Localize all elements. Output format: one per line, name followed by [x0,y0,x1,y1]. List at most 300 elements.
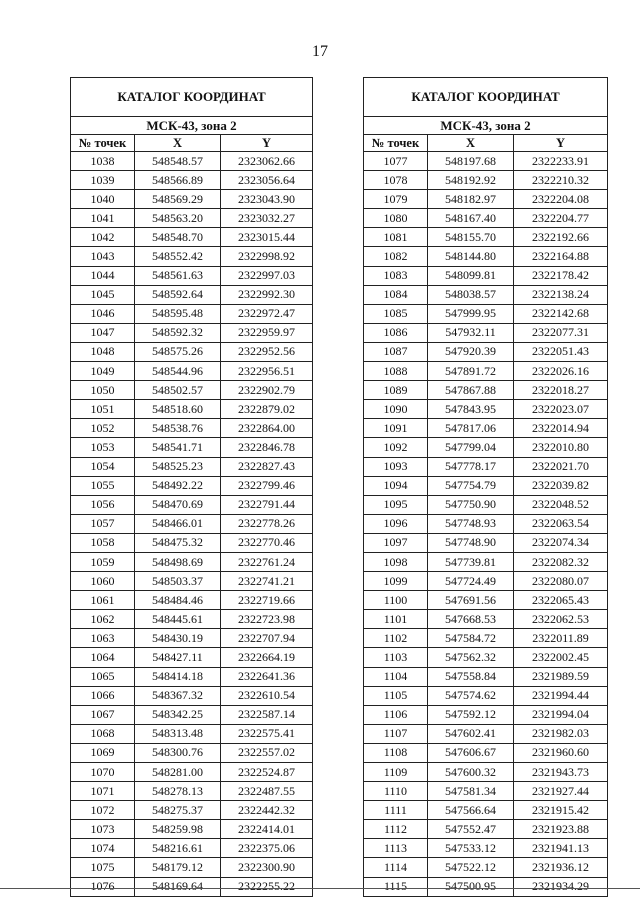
point-number-cell: 1110 [364,782,428,801]
point-number-cell: 1083 [364,266,428,285]
y-coordinate-cell: 2322039.82 [514,476,608,495]
y-coordinate-cell: 2322051.43 [514,342,608,361]
table-row [364,323,608,342]
x-coordinate-cell: 548167.40 [428,209,514,228]
point-number-cell: 1113 [364,839,428,858]
table-row [364,724,608,743]
y-coordinate-cell: 2322992.30 [221,285,313,304]
x-coordinate-cell: 547600.32 [428,763,514,782]
point-number-cell: 1063 [71,629,135,648]
table-row [71,648,313,667]
x-coordinate-cell: 547533.12 [428,839,514,858]
x-coordinate-cell: 548538.76 [135,419,221,438]
x-coordinate-cell: 548563.20 [135,209,221,228]
x-coordinate-cell: 548278.13 [135,782,221,801]
x-coordinate-cell: 547920.39 [428,342,514,361]
x-coordinate-cell: 548548.57 [135,152,221,171]
zone-label: МСК-43, зона 2 [71,117,313,135]
table-row [364,209,608,228]
y-coordinate-cell: 2322204.77 [514,209,608,228]
point-number-cell: 1090 [364,400,428,419]
table-row [71,839,313,858]
y-coordinate-cell: 2322048.52 [514,495,608,514]
y-coordinate-cell: 2322487.55 [221,782,313,801]
y-coordinate-cell: 2322077.31 [514,323,608,342]
x-coordinate-cell: 548300.76 [135,743,221,762]
y-coordinate-cell: 2322879.02 [221,400,313,419]
point-number-cell: 1089 [364,381,428,400]
point-number-cell: 1054 [71,457,135,476]
x-coordinate-cell: 548038.57 [428,285,514,304]
table-row [364,228,608,247]
y-coordinate-cell: 2321994.04 [514,705,608,724]
x-coordinate-cell: 548569.29 [135,190,221,209]
y-coordinate-cell: 2322080.07 [514,572,608,591]
table-row [71,705,313,724]
point-number-cell: 1093 [364,457,428,476]
point-number-cell: 1084 [364,285,428,304]
x-coordinate-cell: 547748.93 [428,514,514,533]
table-row [71,667,313,686]
x-coordinate-cell: 548275.37 [135,801,221,820]
point-number-cell: 1103 [364,648,428,667]
y-coordinate-cell: 2322018.27 [514,381,608,400]
point-number-cell: 1052 [71,419,135,438]
y-coordinate-cell: 2322719.66 [221,591,313,610]
point-number-cell: 1041 [71,209,135,228]
y-coordinate-cell: 2322741.21 [221,572,313,591]
y-coordinate-cell: 2322575.41 [221,724,313,743]
table-row [364,285,608,304]
table-row [71,801,313,820]
point-number-cell: 1060 [71,572,135,591]
x-coordinate-cell: 548099.81 [428,266,514,285]
x-coordinate-cell: 548502.57 [135,381,221,400]
point-number-cell: 1069 [71,743,135,762]
x-coordinate-cell: 547867.88 [428,381,514,400]
y-coordinate-cell: 2323043.90 [221,190,313,209]
y-coordinate-cell: 2322204.08 [514,190,608,209]
table-row [364,438,608,457]
x-coordinate-cell: 547891.72 [428,362,514,381]
y-coordinate-cell: 2322233.91 [514,152,608,171]
y-coordinate-cell: 2322210.32 [514,171,608,190]
point-number-cell: 1111 [364,801,428,820]
y-coordinate-cell: 2322799.46 [221,476,313,495]
point-number-cell: 1040 [71,190,135,209]
x-coordinate-cell: 548561.63 [135,266,221,285]
table-row [364,858,608,877]
point-number-cell: 1042 [71,228,135,247]
x-coordinate-cell: 547592.12 [428,705,514,724]
point-number-cell: 1074 [71,839,135,858]
table-row [364,171,608,190]
table-row [71,209,313,228]
point-number-cell: 1091 [364,419,428,438]
x-coordinate-cell: 547581.34 [428,782,514,801]
x-coordinate-cell: 548470.69 [135,495,221,514]
y-coordinate-cell: 2322997.03 [221,266,313,285]
y-coordinate-cell: 2322707.94 [221,629,313,648]
y-coordinate-cell: 2322011.89 [514,629,608,648]
x-coordinate-cell: 547750.90 [428,495,514,514]
point-number-cell: 1092 [364,438,428,457]
y-coordinate-cell: 2322065.43 [514,591,608,610]
y-coordinate-cell: 2322902.79 [221,381,313,400]
table-row [364,381,608,400]
table-row [71,342,313,361]
point-number-cell: 1079 [364,190,428,209]
y-coordinate-cell: 2321934.29 [514,877,608,896]
x-coordinate-cell: 548503.37 [135,572,221,591]
y-coordinate-cell: 2321960.60 [514,743,608,762]
x-coordinate-cell: 547754.79 [428,476,514,495]
point-number-cell: 1048 [71,342,135,361]
table-row [71,610,313,629]
point-number-cell: 1077 [364,152,428,171]
y-coordinate-cell: 2322082.32 [514,552,608,571]
point-number-cell: 1115 [364,877,428,896]
y-coordinate-cell: 2322192.66 [514,228,608,247]
table-row [71,438,313,457]
column-header-x: X [135,135,221,152]
y-coordinate-cell: 2322959.97 [221,323,313,342]
table-row [71,266,313,285]
table-row [364,514,608,533]
x-coordinate-cell: 547552.47 [428,820,514,839]
table-row [71,457,313,476]
point-number-cell: 1051 [71,400,135,419]
y-coordinate-cell: 2322021.70 [514,457,608,476]
x-coordinate-cell: 548430.19 [135,629,221,648]
table-row [71,629,313,648]
table-row [364,362,608,381]
point-number-cell: 1067 [71,705,135,724]
point-number-cell: 1068 [71,724,135,743]
table-row [364,572,608,591]
table-row [364,190,608,209]
table-row [364,152,608,171]
coordinate-catalog-right [363,77,608,897]
table-row [364,533,608,552]
y-coordinate-cell: 2322255.22 [221,877,313,896]
point-number-cell: 1066 [71,686,135,705]
x-coordinate-cell: 548548.70 [135,228,221,247]
point-number-cell: 1102 [364,629,428,648]
table-row [364,782,608,801]
x-coordinate-cell: 548367.32 [135,686,221,705]
table-row [71,247,313,266]
y-coordinate-cell: 2321989.59 [514,667,608,686]
x-coordinate-cell: 548498.69 [135,552,221,571]
column-header-point: № точек [71,135,135,152]
y-coordinate-cell: 2321923.88 [514,820,608,839]
x-coordinate-cell: 547606.67 [428,743,514,762]
table-row [364,667,608,686]
point-number-cell: 1038 [71,152,135,171]
x-coordinate-cell: 548575.26 [135,342,221,361]
table-row [71,190,313,209]
point-number-cell: 1076 [71,877,135,896]
point-number-cell: 1039 [71,171,135,190]
x-coordinate-cell: 547522.12 [428,858,514,877]
x-coordinate-cell: 547748.90 [428,533,514,552]
x-coordinate-cell: 548595.48 [135,304,221,323]
x-coordinate-cell: 548427.11 [135,648,221,667]
point-number-cell: 1087 [364,342,428,361]
point-number-cell: 1072 [71,801,135,820]
x-coordinate-cell: 548475.32 [135,533,221,552]
table-row [364,877,608,896]
y-coordinate-cell: 2322864.00 [221,419,313,438]
table-row [71,877,313,896]
point-number-cell: 1085 [364,304,428,323]
point-number-cell: 1046 [71,304,135,323]
table-row [71,591,313,610]
point-number-cell: 1062 [71,610,135,629]
y-coordinate-cell: 2323062.66 [221,152,313,171]
point-number-cell: 1064 [71,648,135,667]
y-coordinate-cell: 2322952.56 [221,342,313,361]
x-coordinate-cell: 547932.11 [428,323,514,342]
y-coordinate-cell: 2322002.45 [514,648,608,667]
table-row [364,763,608,782]
x-coordinate-cell: 548342.25 [135,705,221,724]
point-number-cell: 1071 [71,782,135,801]
x-coordinate-cell: 547562.32 [428,648,514,667]
point-number-cell: 1106 [364,705,428,724]
x-coordinate-cell: 547574.62 [428,686,514,705]
y-coordinate-cell: 2323056.64 [221,171,313,190]
table-row [364,820,608,839]
x-coordinate-cell: 548216.61 [135,839,221,858]
table-row [71,304,313,323]
y-coordinate-cell: 2322023.07 [514,400,608,419]
point-number-cell: 1094 [364,476,428,495]
y-coordinate-cell: 2322956.51 [221,362,313,381]
y-coordinate-cell: 2322827.43 [221,457,313,476]
table-row [71,400,313,419]
x-coordinate-cell: 548182.97 [428,190,514,209]
x-coordinate-cell: 547778.17 [428,457,514,476]
y-coordinate-cell: 2322610.54 [221,686,313,705]
point-number-cell: 1058 [71,533,135,552]
y-coordinate-cell: 2322414.01 [221,820,313,839]
point-number-cell: 1096 [364,514,428,533]
x-coordinate-cell: 547668.53 [428,610,514,629]
coordinate-catalog-left [70,77,313,897]
y-coordinate-cell: 2322778.26 [221,514,313,533]
y-coordinate-cell: 2322014.94 [514,419,608,438]
point-number-cell: 1059 [71,552,135,571]
x-coordinate-cell: 548313.48 [135,724,221,743]
x-coordinate-cell: 548169.64 [135,877,221,896]
point-number-cell: 1086 [364,323,428,342]
y-coordinate-cell: 2321927.44 [514,782,608,801]
point-number-cell: 1075 [71,858,135,877]
x-coordinate-cell: 548544.96 [135,362,221,381]
table-row [71,362,313,381]
point-number-cell: 1047 [71,323,135,342]
table-row [364,552,608,571]
table-row [364,591,608,610]
page-number: 17 [312,43,328,60]
y-coordinate-cell: 2322770.46 [221,533,313,552]
point-number-cell: 1070 [71,763,135,782]
x-coordinate-cell: 547739.81 [428,552,514,571]
y-coordinate-cell: 2322062.53 [514,610,608,629]
x-coordinate-cell: 548179.12 [135,858,221,877]
point-number-cell: 1043 [71,247,135,266]
y-coordinate-cell: 2322442.32 [221,801,313,820]
y-coordinate-cell: 2321943.73 [514,763,608,782]
y-coordinate-cell: 2322557.02 [221,743,313,762]
y-coordinate-cell: 2321941.13 [514,839,608,858]
catalog-title: КАТАЛОГ КООРДИНАТ [364,78,608,117]
point-number-cell: 1045 [71,285,135,304]
x-coordinate-cell: 548192.92 [428,171,514,190]
x-coordinate-cell: 547566.64 [428,801,514,820]
point-number-cell: 1098 [364,552,428,571]
table-row [364,648,608,667]
y-coordinate-cell: 2322587.14 [221,705,313,724]
column-header-point: № точек [364,135,428,152]
x-coordinate-cell: 548484.46 [135,591,221,610]
point-number-cell: 1095 [364,495,428,514]
y-coordinate-cell: 2322074.34 [514,533,608,552]
table-row [71,285,313,304]
y-coordinate-cell: 2322375.06 [221,839,313,858]
table-row [364,705,608,724]
x-coordinate-cell: 548566.89 [135,171,221,190]
y-coordinate-cell: 2322641.36 [221,667,313,686]
y-coordinate-cell: 2322063.54 [514,514,608,533]
point-number-cell: 1108 [364,743,428,762]
table-row [364,419,608,438]
x-coordinate-cell: 548518.60 [135,400,221,419]
point-number-cell: 1100 [364,591,428,610]
page-bottom-rule [0,888,640,889]
point-number-cell: 1088 [364,362,428,381]
y-coordinate-cell: 2322524.87 [221,763,313,782]
point-number-cell: 1109 [364,763,428,782]
table-row [71,514,313,533]
y-coordinate-cell: 2321982.03 [514,724,608,743]
x-coordinate-cell: 547691.56 [428,591,514,610]
y-coordinate-cell: 2322791.44 [221,495,313,514]
table-row [71,552,313,571]
point-number-cell: 1101 [364,610,428,629]
y-coordinate-cell: 2322010.80 [514,438,608,457]
y-coordinate-cell: 2322138.24 [514,285,608,304]
table-row [71,858,313,877]
x-coordinate-cell: 548466.01 [135,514,221,533]
table-row [71,533,313,552]
x-coordinate-cell: 547999.95 [428,304,514,323]
table-row [364,495,608,514]
point-number-cell: 1065 [71,667,135,686]
point-number-cell: 1105 [364,686,428,705]
point-number-cell: 1081 [364,228,428,247]
y-coordinate-cell: 2322164.88 [514,247,608,266]
y-coordinate-cell: 2321994.44 [514,686,608,705]
table-row [71,323,313,342]
x-coordinate-cell: 548552.42 [135,247,221,266]
table-row [364,476,608,495]
point-number-cell: 1049 [71,362,135,381]
x-coordinate-cell: 547602.41 [428,724,514,743]
y-coordinate-cell: 2322142.68 [514,304,608,323]
point-number-cell: 1080 [364,209,428,228]
point-number-cell: 1044 [71,266,135,285]
point-number-cell: 1053 [71,438,135,457]
zone-label: МСК-43, зона 2 [364,117,608,135]
table-row [71,495,313,514]
x-coordinate-cell: 548541.71 [135,438,221,457]
point-number-cell: 1104 [364,667,428,686]
x-coordinate-cell: 547584.72 [428,629,514,648]
table-row [71,381,313,400]
x-coordinate-cell: 547724.49 [428,572,514,591]
point-number-cell: 1082 [364,247,428,266]
table-row [364,686,608,705]
x-coordinate-cell: 548144.80 [428,247,514,266]
x-coordinate-cell: 547843.95 [428,400,514,419]
y-coordinate-cell: 2322300.90 [221,858,313,877]
table-row [364,801,608,820]
table-row [364,304,608,323]
point-number-cell: 1073 [71,820,135,839]
point-number-cell: 1107 [364,724,428,743]
y-coordinate-cell: 2322846.78 [221,438,313,457]
table-row [71,476,313,495]
point-number-cell: 1114 [364,858,428,877]
table-row [71,782,313,801]
table-row [71,228,313,247]
table-row [364,400,608,419]
table-row [364,342,608,361]
table-row [364,247,608,266]
x-coordinate-cell: 547558.84 [428,667,514,686]
table-row [71,820,313,839]
y-coordinate-cell: 2322664.19 [221,648,313,667]
point-number-cell: 1061 [71,591,135,610]
point-number-cell: 1050 [71,381,135,400]
table-row [364,629,608,648]
x-coordinate-cell: 548592.32 [135,323,221,342]
point-number-cell: 1112 [364,820,428,839]
point-number-cell: 1099 [364,572,428,591]
x-coordinate-cell: 548525.23 [135,457,221,476]
x-coordinate-cell: 548155.70 [428,228,514,247]
y-coordinate-cell: 2323015.44 [221,228,313,247]
x-coordinate-cell: 548281.00 [135,763,221,782]
x-coordinate-cell: 547817.06 [428,419,514,438]
x-coordinate-cell: 548445.61 [135,610,221,629]
x-coordinate-cell: 548592.64 [135,285,221,304]
y-coordinate-cell: 2322761.24 [221,552,313,571]
table-row [71,171,313,190]
table-row [364,743,608,762]
column-header-y: Y [221,135,313,152]
point-number-cell: 1057 [71,514,135,533]
y-coordinate-cell: 2322026.16 [514,362,608,381]
x-coordinate-cell: 547799.04 [428,438,514,457]
y-coordinate-cell: 2323032.27 [221,209,313,228]
point-number-cell: 1078 [364,171,428,190]
point-number-cell: 1056 [71,495,135,514]
table-row [71,724,313,743]
